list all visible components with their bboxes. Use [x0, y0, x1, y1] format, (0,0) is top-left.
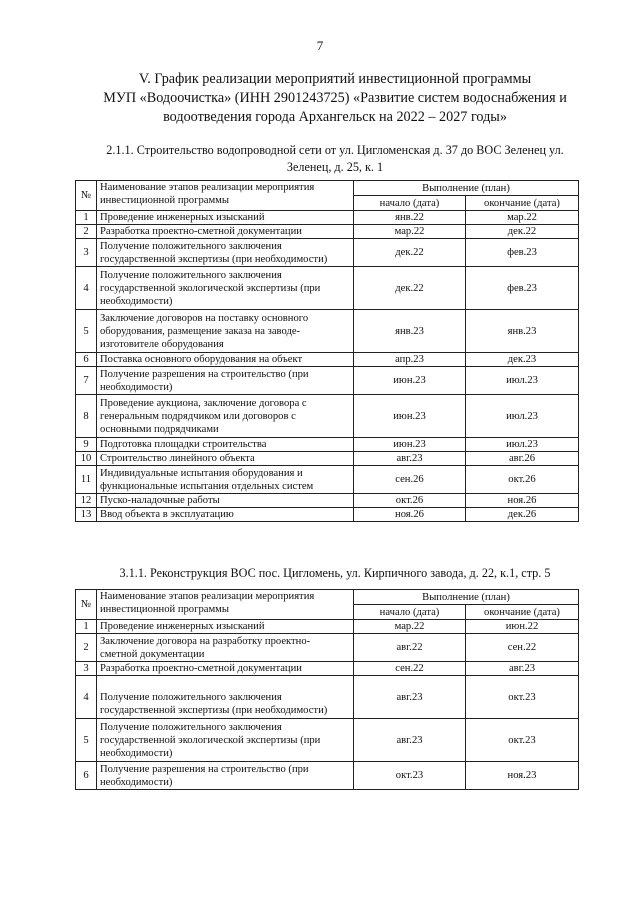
- row-end-date: июл.23: [466, 367, 579, 395]
- header-stage: [97, 181, 354, 211]
- row-end-date: дек.26: [466, 508, 579, 522]
- row-start-date: июн.23: [354, 438, 466, 452]
- header-num: №: [76, 181, 97, 211]
- stage-name-line: Заключение договоров на поставку основного: [100, 312, 309, 324]
- stage-name-line: Проведение аукциона, заключение договора с: [100, 397, 307, 409]
- row-stage-name: [97, 762, 354, 790]
- row-number: 3: [76, 662, 97, 676]
- row-stage-name: [97, 466, 354, 494]
- heading-line-3: водоотведения города Архангельск на 2022 – 2027 годы»: [163, 109, 507, 125]
- row-end-date: сен.22: [466, 634, 579, 662]
- table-row: [76, 353, 579, 367]
- row-start-date: дек.22: [354, 267, 466, 310]
- row-start-date: сен.26: [354, 466, 466, 494]
- table-row: [76, 466, 579, 494]
- row-number: 2: [76, 634, 97, 662]
- row-end-date: мар.22: [466, 211, 579, 225]
- table-row: [76, 452, 579, 466]
- table-row: [76, 239, 579, 267]
- row-end-date: окт.23: [466, 719, 579, 762]
- header-stage-line-2: инвестиционной программы: [100, 195, 229, 206]
- section-2-title: [85, 565, 585, 582]
- table-row: [76, 267, 579, 310]
- row-number: 1: [76, 211, 97, 225]
- row-end-date: авг.23: [466, 662, 579, 676]
- page-number: 7: [316, 38, 324, 53]
- row-start-date: мар.22: [354, 225, 466, 239]
- row-start-date: окт.26: [354, 494, 466, 508]
- stage-name-line: государственной экспертизы (при необходимости): [100, 253, 328, 265]
- header-stage: [97, 590, 354, 620]
- table-row: [76, 620, 579, 634]
- stage-name-line: Проведение инженерных изысканий: [100, 621, 265, 632]
- document-heading: [95, 70, 575, 127]
- stage-name-line: основными подрядчиками: [100, 423, 219, 435]
- row-number: 13: [76, 508, 97, 522]
- row-end-date: ноя.26: [466, 494, 579, 508]
- row-stage-name: [97, 494, 354, 508]
- table-row: [76, 225, 579, 239]
- row-number: 4: [76, 267, 97, 310]
- stage-name-line: Разработка проектно-сметной документации: [100, 663, 302, 674]
- row-number: 5: [76, 310, 97, 353]
- row-stage-name: [97, 225, 354, 239]
- row-number: 2: [76, 225, 97, 239]
- row-stage-name: [97, 634, 354, 662]
- stage-name-line: государственной экологической экспертизы (при: [100, 282, 321, 294]
- table-header-row: [76, 590, 579, 605]
- stage-name-line: необходимости): [100, 747, 173, 759]
- row-stage-name: [97, 452, 354, 466]
- section-1-title-line-1: 2.1.1. Строительство водопроводной сети от ул. Цигломенская д. 37 до ВОС Зеленец ул.: [106, 143, 564, 157]
- row-stage-name: [97, 662, 354, 676]
- table-row: [76, 676, 579, 719]
- header-start: начало (дата): [354, 196, 466, 211]
- stage-name-line: [100, 678, 350, 691]
- table-row: [76, 662, 579, 676]
- header-stage-line-1: Наименование этапов реализации мероприятия: [100, 591, 315, 602]
- row-start-date: авг.23: [354, 719, 466, 762]
- stage-name-line: необходимости): [100, 295, 173, 307]
- row-stage-name: [97, 676, 354, 719]
- stage-name-line: Заключение договора на разработку проектно-: [100, 635, 311, 647]
- table-row: [76, 508, 579, 522]
- row-start-date: авг.23: [354, 676, 466, 719]
- section-2-title-line-1: 3.1.1. Реконструкция ВОС пос. Цигломень, ул. Кирпичного завода, д. 22, к.1, стр. 5: [119, 566, 551, 580]
- row-end-date: июл.23: [466, 438, 579, 452]
- row-stage-name: [97, 367, 354, 395]
- row-start-date: янв.22: [354, 211, 466, 225]
- row-number: 5: [76, 719, 97, 762]
- table-row: [76, 438, 579, 452]
- row-start-date: сен.22: [354, 662, 466, 676]
- schedule-table-2: [75, 589, 579, 790]
- row-stage-name: [97, 438, 354, 452]
- stage-name-line: Проведение инженерных изысканий: [100, 212, 265, 223]
- stage-name-line: Получение разрешения на строительство (при: [100, 368, 309, 380]
- row-end-date: дек.22: [466, 225, 579, 239]
- table-row: [76, 310, 579, 353]
- stage-name-line: Получение положительного заключения: [100, 240, 282, 252]
- row-start-date: авг.23: [354, 452, 466, 466]
- row-end-date: июн.22: [466, 620, 579, 634]
- row-stage-name: [97, 620, 354, 634]
- stage-name-line: Подготовка площадки строительства: [100, 439, 267, 450]
- heading-line-2: МУП «Водоочистка» (ИНН 2901243725) «Развитие систем водоснабжения и: [103, 90, 567, 106]
- table-row: [76, 395, 579, 438]
- row-start-date: ноя.26: [354, 508, 466, 522]
- header-stage-line-2: инвестиционной программы: [100, 604, 229, 615]
- row-end-date: ноя.23: [466, 762, 579, 790]
- header-stage-line-1: Наименование этапов реализации мероприятия: [100, 182, 315, 193]
- header-execution: Выполнение (план): [354, 590, 579, 605]
- row-stage-name: [97, 310, 354, 353]
- stage-name-line: функциональные испытания отдельных систем: [100, 480, 314, 492]
- stage-name-line: Поставка основного оборудования на объект: [100, 354, 303, 365]
- row-number: 12: [76, 494, 97, 508]
- row-end-date: фев.23: [466, 239, 579, 267]
- header-start: начало (дата): [354, 605, 466, 620]
- row-end-date: окт.23: [466, 676, 579, 719]
- header-end: окончание (дата): [466, 605, 579, 620]
- table-header-row: [76, 181, 579, 196]
- table-row: [76, 719, 579, 762]
- stage-name-line: государственной экологической экспертизы (при: [100, 734, 321, 746]
- table-row: [76, 634, 579, 662]
- row-end-date: авг.26: [466, 452, 579, 466]
- table-row: [76, 211, 579, 225]
- row-stage-name: [97, 239, 354, 267]
- stage-name-line: Получение положительного заключения: [100, 691, 282, 703]
- stage-name-line: Ввод объекта в эксплуатацию: [100, 509, 234, 520]
- stage-name-line: сметной документации: [100, 648, 205, 660]
- row-number: 7: [76, 367, 97, 395]
- row-number: 4: [76, 676, 97, 719]
- stage-name-line: Строительство линейного объекта: [100, 453, 255, 464]
- row-number: 9: [76, 438, 97, 452]
- row-number: 3: [76, 239, 97, 267]
- stage-name-line: генеральным подрядчиком или договоров с: [100, 410, 296, 422]
- stage-name-line: Разработка проектно-сметной документации: [100, 226, 302, 237]
- row-stage-name: [97, 211, 354, 225]
- row-number: 1: [76, 620, 97, 634]
- stage-name-line: необходимости): [100, 381, 173, 393]
- row-number: 6: [76, 762, 97, 790]
- section-1-title: [85, 142, 585, 176]
- stage-name-line: государственной экспертизы (при необходимости): [100, 704, 328, 716]
- row-stage-name: [97, 267, 354, 310]
- row-stage-name: [97, 508, 354, 522]
- row-number: 10: [76, 452, 97, 466]
- stage-name-line: Получение положительного заключения: [100, 269, 282, 281]
- stage-name-line: Получение положительного заключения: [100, 721, 282, 733]
- table-row: [76, 762, 579, 790]
- row-start-date: авг.22: [354, 634, 466, 662]
- stage-name-line: Получение разрешения на строительство (при: [100, 763, 309, 775]
- row-start-date: апр.23: [354, 353, 466, 367]
- row-end-date: дек.23: [466, 353, 579, 367]
- row-end-date: янв.23: [466, 310, 579, 353]
- row-end-date: окт.26: [466, 466, 579, 494]
- header-execution: Выполнение (план): [354, 181, 579, 196]
- stage-name-line: оборудования, размещение заказа на заводе-: [100, 325, 301, 337]
- stage-name-line: Пуско-наладочные работы: [100, 495, 220, 506]
- stage-name-line: Индивидуальные испытания оборудования и: [100, 467, 303, 479]
- row-start-date: дек.22: [354, 239, 466, 267]
- row-start-date: янв.23: [354, 310, 466, 353]
- table-row: [76, 494, 579, 508]
- row-start-date: окт.23: [354, 762, 466, 790]
- stage-name-line: необходимости): [100, 776, 173, 788]
- table-row: [76, 367, 579, 395]
- row-stage-name: [97, 353, 354, 367]
- row-start-date: июн.23: [354, 367, 466, 395]
- schedule-table-1: [75, 180, 579, 522]
- heading-line-1: V. График реализации мероприятий инвестиционной программы: [138, 71, 532, 87]
- row-end-date: июл.23: [466, 395, 579, 438]
- row-start-date: июн.23: [354, 395, 466, 438]
- header-num: №: [76, 590, 97, 620]
- section-1-title-line-2: Зеленец, д. 25, к. 1: [286, 160, 384, 174]
- row-start-date: мар.22: [354, 620, 466, 634]
- row-end-date: фев.23: [466, 267, 579, 310]
- header-end: окончание (дата): [466, 196, 579, 211]
- row-number: 6: [76, 353, 97, 367]
- row-stage-name: [97, 395, 354, 438]
- row-number: 11: [76, 466, 97, 494]
- stage-name-line: изготовителе оборудования: [100, 338, 224, 350]
- row-stage-name: [97, 719, 354, 762]
- row-number: 8: [76, 395, 97, 438]
